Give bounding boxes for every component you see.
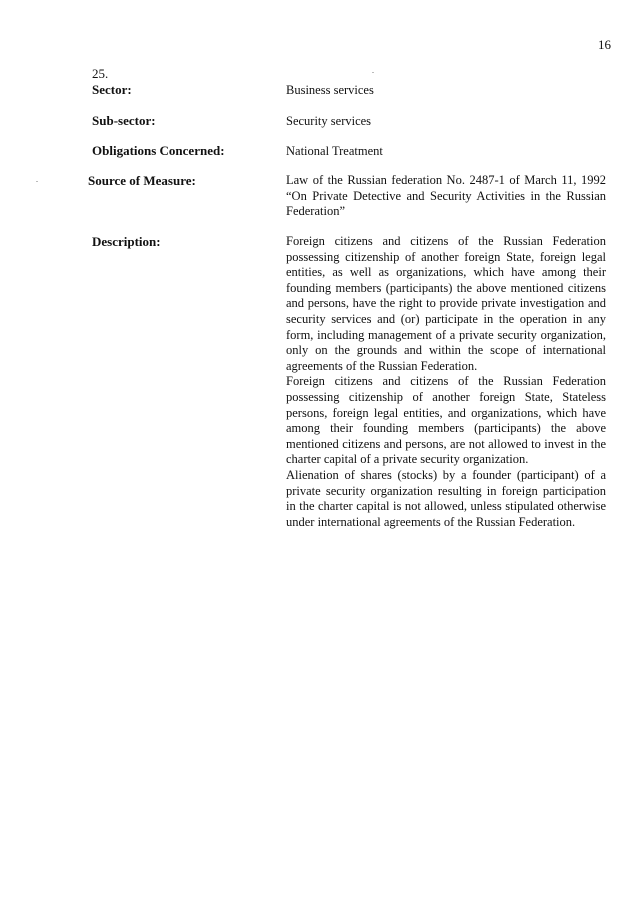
page-number: 16	[598, 37, 611, 52]
description-label: Description:	[92, 234, 161, 249]
sub-sector-value: Security services	[286, 114, 372, 128]
sector-value: Business services	[286, 83, 374, 97]
source-label: Source of Measure:	[88, 173, 196, 188]
obligations-label: Obligations Concerned:	[92, 143, 225, 158]
source-value: Law of the Russian federation No. 2487-1 of March 11, 1992 “On Private Detective and Security Activities in the Russian Federation”	[286, 173, 606, 219]
description-paragraph: Alienation of shares (stocks) by a founder (participant) of a private security organization resulting in foreign participation in the charter capital is not allowed, unless stipulated otherwise under international agreements of the Russian Federation.	[286, 467, 606, 529]
description-value	[286, 234, 606, 530]
description-paragraph: Foreign citizens and citizens of the Russian Federation possessing citizenship of another foreign State, Stateless persons, foreign legal entities, and organizations, which have among their founding members (participants) the above mentioned citizens and persons, are not allowed to invest in the charter capital of a private security organization.	[286, 374, 606, 467]
sector-label: Sector:	[92, 82, 132, 97]
description-paragraph: Foreign citizens and citizens of the Russian Federation possessing citizenship of another foreign State, foreign legal entities, as well as organizations, which have among their founding members (participants) the above mentioned citizens and persons, have the right to provide private investigation and security services and (or) participate in the operation in any form, including management of a private security organization, only on the grounds and within the scope of international agreements of the Russian Federation.	[286, 234, 606, 373]
scan-speck	[36, 181, 38, 182]
entry-number: 25.	[92, 66, 109, 81]
sub-sector-label: Sub-sector:	[92, 113, 156, 128]
obligations-value: National Treatment	[286, 144, 383, 158]
scan-speck	[372, 72, 374, 73]
